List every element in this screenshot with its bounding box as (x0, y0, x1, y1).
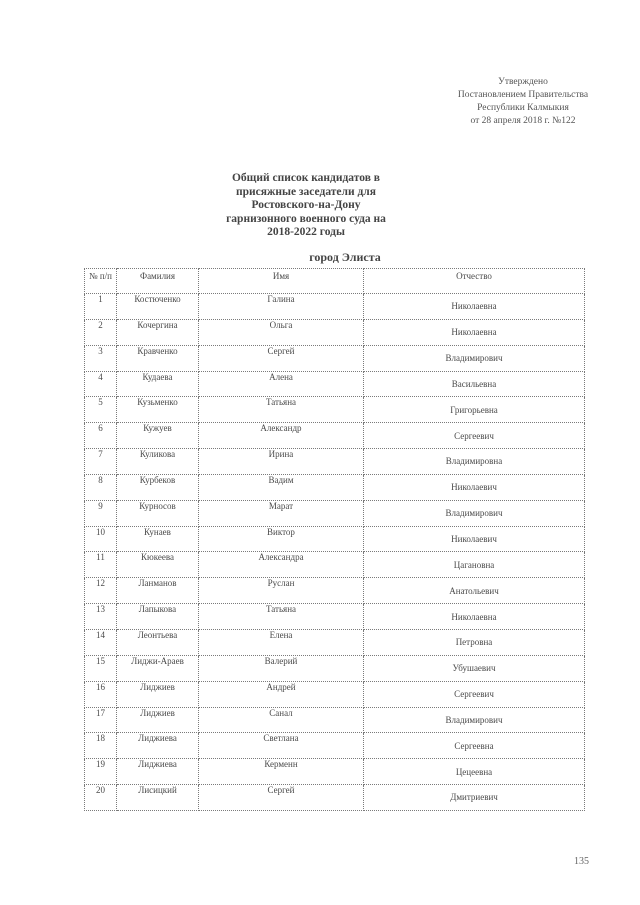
table-row (85, 604, 585, 630)
cell-first-name: Андрей (199, 681, 364, 707)
cell-num: 16 (85, 681, 117, 707)
cell-first-name: Елена (199, 629, 364, 655)
cell-first-name: Марат (199, 500, 364, 526)
cell-num: 7 (85, 449, 117, 475)
table-row (85, 526, 585, 552)
table-row (85, 785, 585, 811)
header-patronymic: Отчество (364, 269, 585, 294)
cell-patronymic: Григорьевна (364, 397, 585, 423)
cell-last-name: Лапыкова (117, 604, 199, 630)
cell-last-name: Кудаева (117, 371, 199, 397)
city-name: город Элиста (309, 250, 381, 264)
cell-first-name: Сергей (199, 785, 364, 811)
cell-first-name: Алена (199, 371, 364, 397)
cell-patronymic: Сергеевна (364, 733, 585, 759)
cell-patronymic: Анатольевич (364, 578, 585, 604)
cell-num: 3 (85, 345, 117, 371)
cell-first-name: Вадим (199, 474, 364, 500)
cell-first-name: Ольга (199, 319, 364, 345)
cell-last-name: Лиджиева (117, 733, 199, 759)
cell-num: 6 (85, 423, 117, 449)
cell-patronymic: Владимировна (364, 449, 585, 475)
cell-first-name: Ирина (199, 449, 364, 475)
cell-patronymic: Цагановна (364, 552, 585, 578)
cell-num: 11 (85, 552, 117, 578)
cell-last-name: Лиджиев (117, 707, 199, 733)
candidate-table (84, 268, 585, 811)
cell-last-name: Лиджиева (117, 759, 199, 785)
cell-patronymic: Владимирович (364, 500, 585, 526)
cell-num: 20 (85, 785, 117, 811)
table-row (85, 397, 585, 423)
cell-last-name: Кочергина (117, 319, 199, 345)
cell-first-name: Виктор (199, 526, 364, 552)
cell-num: 17 (85, 707, 117, 733)
cell-patronymic: Владимирович (364, 345, 585, 371)
cell-num: 1 (85, 294, 117, 320)
cell-patronymic: Сергеевич (364, 681, 585, 707)
cell-patronymic: Николаевна (364, 294, 585, 320)
title-line: гарнизонного военного суда на (226, 212, 386, 225)
header-last-name: Фамилия (117, 269, 199, 294)
cell-last-name: Курбеков (117, 474, 199, 500)
cell-patronymic: Владимирович (364, 707, 585, 733)
cell-num: 18 (85, 733, 117, 759)
cell-last-name: Кюкеева (117, 552, 199, 578)
cell-patronymic: Убушаевич (364, 655, 585, 681)
cell-patronymic: Дмитриевич (364, 785, 585, 811)
cell-num: 10 (85, 526, 117, 552)
table-row (85, 500, 585, 526)
cell-last-name: Лиджи-Араев (117, 655, 199, 681)
cell-first-name: Татьяна (199, 397, 364, 423)
cell-num: 13 (85, 604, 117, 630)
title-line: 2018-2022 годы (267, 226, 345, 238)
cell-num: 9 (85, 500, 117, 526)
cell-first-name: Светлана (199, 733, 364, 759)
cell-first-name: Александр (199, 423, 364, 449)
cell-last-name: Лиджиев (117, 681, 199, 707)
cell-last-name: Куликова (117, 449, 199, 475)
table-row (85, 681, 585, 707)
cell-first-name: Санал (199, 707, 364, 733)
cell-num: 12 (85, 578, 117, 604)
table-row (85, 552, 585, 578)
cell-last-name: Леонтьева (117, 629, 199, 655)
header-num: № п/п (85, 269, 117, 294)
header-first-name: Имя (199, 269, 364, 294)
cell-last-name: Кужуев (117, 423, 199, 449)
table-row (85, 294, 585, 320)
table-row (85, 423, 585, 449)
cell-num: 8 (85, 474, 117, 500)
cell-last-name: Кузьменко (117, 397, 199, 423)
cell-last-name: Курносов (117, 500, 199, 526)
approval-line: Утверждено (498, 77, 548, 87)
table-header-row (85, 269, 585, 294)
cell-num: 2 (85, 319, 117, 345)
cell-last-name: Кунаев (117, 526, 199, 552)
cell-first-name: Татьяна (199, 604, 364, 630)
cell-first-name: Александра (199, 552, 364, 578)
cell-patronymic: Николаевич (364, 474, 585, 500)
table-row (85, 655, 585, 681)
cell-num: 5 (85, 397, 117, 423)
table-row (85, 474, 585, 500)
table-row (85, 371, 585, 397)
approval-line: Постановлением Правительства (457, 90, 589, 100)
cell-last-name: Лисицкий (117, 785, 199, 811)
cell-patronymic: Николаевна (364, 319, 585, 345)
cell-num: 14 (85, 629, 117, 655)
cell-patronymic: Николаевна (364, 604, 585, 630)
cell-last-name: Кравченко (117, 345, 199, 371)
table-row (85, 629, 585, 655)
table-row (85, 578, 585, 604)
approval-line: от 28 апреля 2018 г. №122 (470, 116, 576, 126)
page-number: 135 (574, 856, 589, 867)
approval-stamp (438, 76, 608, 128)
title-line: присяжные заседатели для (236, 185, 376, 198)
cell-first-name: Валерий (199, 655, 364, 681)
cell-num: 4 (85, 371, 117, 397)
cell-last-name: Ланманов (117, 578, 199, 604)
table-row (85, 733, 585, 759)
cell-last-name: Костюченко (117, 294, 199, 320)
cell-num: 19 (85, 759, 117, 785)
title-line: Общий список кандидатов в (231, 172, 381, 184)
cell-first-name: Сергей (199, 345, 364, 371)
cell-patronymic: Васильевна (364, 371, 585, 397)
title-line: Ростовского-на-Дону (251, 199, 361, 211)
cell-patronymic: Петровна (364, 629, 585, 655)
table-row (85, 319, 585, 345)
cell-num: 15 (85, 655, 117, 681)
cell-first-name: Руслан (199, 578, 364, 604)
approval-line: Республики Калмыкия (477, 103, 569, 113)
cell-first-name: Галина (199, 294, 364, 320)
table-row (85, 759, 585, 785)
cell-patronymic: Сергеевич (364, 423, 585, 449)
table-row (85, 449, 585, 475)
table-row (85, 707, 585, 733)
cell-patronymic: Николаевич (364, 526, 585, 552)
document-title (196, 172, 416, 240)
table-row (85, 345, 585, 371)
cell-patronymic: Цецеевна (364, 759, 585, 785)
cell-first-name: Керменн (199, 759, 364, 785)
